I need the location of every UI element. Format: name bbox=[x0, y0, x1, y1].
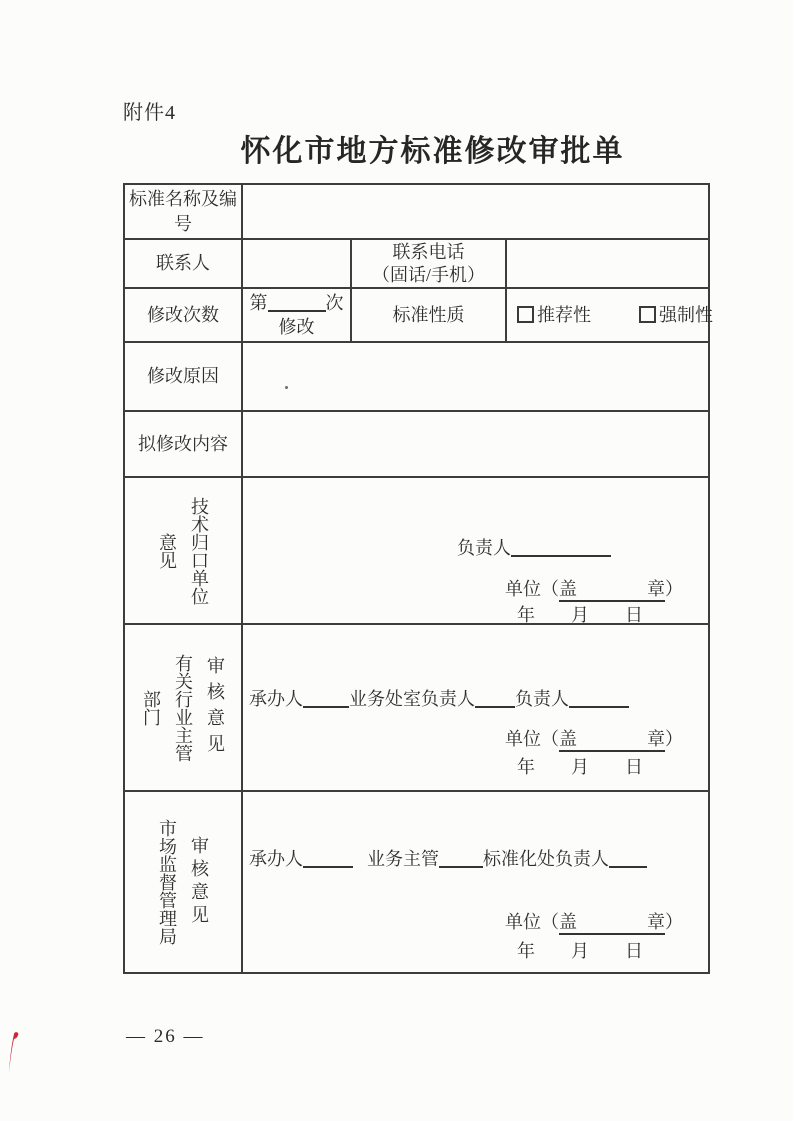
table-row bbox=[124, 411, 709, 477]
contact-person-value-cell bbox=[242, 239, 351, 288]
industry-dept-review-header bbox=[124, 624, 242, 791]
undertaker-label: 承办人 bbox=[249, 849, 303, 869]
approval-form-table bbox=[123, 183, 713, 974]
industry-signature-line bbox=[249, 687, 629, 711]
revision-reason-value-cell bbox=[242, 342, 709, 411]
times-blank bbox=[268, 308, 326, 312]
page-title: 怀化市地方标准修改审批单 bbox=[240, 135, 625, 168]
responsible-label: 负责人 bbox=[515, 689, 569, 709]
seal-right-char: 章 bbox=[647, 729, 665, 749]
contact-person-label: 联系人 bbox=[124, 239, 242, 288]
contact-phone-label-line2: （固话/手机） bbox=[371, 264, 485, 285]
responsible-blank bbox=[569, 704, 629, 708]
unit-prefix: 单位（ bbox=[505, 912, 559, 932]
proposed-content-value-cell bbox=[242, 411, 709, 477]
market-signature-line bbox=[249, 847, 647, 871]
standard-nature-options-cell bbox=[506, 288, 713, 342]
unit-seal-line bbox=[505, 577, 683, 602]
contact-phone-label-line1: 联系电话 bbox=[392, 242, 465, 262]
unit-suffix: ） bbox=[665, 912, 683, 932]
seal-left-char: 盖 bbox=[559, 729, 577, 749]
responsible-label: 负责人 bbox=[457, 538, 511, 558]
times-prefix: 第 bbox=[249, 292, 268, 313]
industry-dept-name-line1: 有关行业主管 bbox=[173, 653, 193, 762]
option-mandatory-label: 强制性 bbox=[659, 304, 713, 325]
unit-seal-line bbox=[505, 727, 683, 752]
industry-dept-name-line2: 部门 bbox=[141, 689, 161, 726]
undertaker-blank bbox=[303, 704, 349, 708]
seal-left-char: 盖 bbox=[559, 579, 577, 599]
standardization-head-label: 标准化处负责人 bbox=[483, 849, 609, 869]
table-row bbox=[124, 288, 709, 342]
standard-name-value-cell bbox=[242, 184, 709, 239]
proposed-content-label: 拟修改内容 bbox=[124, 411, 242, 477]
option-recommended bbox=[517, 303, 591, 327]
unit-prefix: 单位（ bbox=[505, 579, 559, 599]
market-review-opinion-word: 审核意见 bbox=[189, 836, 209, 928]
table-row bbox=[124, 791, 709, 973]
revision-times-label: 修改次数 bbox=[124, 288, 242, 342]
unit-suffix: ） bbox=[665, 579, 683, 599]
times-line2: 修改 bbox=[278, 317, 315, 337]
table-row bbox=[124, 239, 709, 288]
standard-nature-label: 标准性质 bbox=[351, 288, 506, 342]
market-bureau-review-header bbox=[124, 791, 242, 973]
office-head-blank bbox=[475, 704, 515, 708]
technical-unit-opinion-cell bbox=[242, 477, 709, 624]
undertaker-label: 承办人 bbox=[249, 689, 303, 709]
technical-unit-opinion-header bbox=[124, 477, 242, 624]
contact-phone-label bbox=[351, 239, 506, 288]
checkbox-mandatory-icon bbox=[639, 306, 656, 323]
date-line: 年 月 日 bbox=[517, 757, 643, 777]
table-row bbox=[124, 477, 709, 624]
industry-review-opinion-word: 审核意见 bbox=[205, 655, 225, 760]
undertaker-blank bbox=[303, 864, 353, 868]
seal-blank bbox=[559, 913, 665, 935]
option-mandatory bbox=[639, 303, 713, 327]
date-line: 年 月 日 bbox=[517, 941, 643, 961]
unit-seal-line bbox=[505, 910, 683, 935]
revision-times-value-cell bbox=[242, 288, 351, 342]
table-row bbox=[124, 342, 709, 411]
responsible-signature-line bbox=[457, 536, 611, 560]
industry-dept-review-cell bbox=[242, 624, 709, 791]
business-supervisor-label: 业务主管 bbox=[367, 849, 439, 869]
seal-right-char: 章 bbox=[647, 579, 665, 599]
technical-unit-opinion-word: 意见 bbox=[157, 532, 177, 569]
market-bureau-review-cell bbox=[242, 791, 709, 973]
seal-right-char: 章 bbox=[647, 912, 665, 932]
option-recommended-label: 推荐性 bbox=[537, 304, 591, 325]
contact-phone-value-cell bbox=[506, 239, 709, 288]
table-row bbox=[124, 184, 709, 239]
seal-left-char: 盖 bbox=[559, 912, 577, 932]
table-row bbox=[124, 624, 709, 791]
revision-reason-label: 修改原因 bbox=[124, 342, 242, 411]
page-number: — 26 — bbox=[126, 1026, 205, 1047]
office-head-label: 业务处室负责人 bbox=[349, 689, 475, 709]
times-suffix: 次 bbox=[325, 292, 344, 313]
attachment-label: 附件4 bbox=[123, 102, 176, 124]
market-bureau-name: 市场监督管理局 bbox=[157, 819, 177, 945]
checkbox-recommended-icon bbox=[517, 306, 534, 323]
date-line: 年 月 日 bbox=[517, 605, 643, 625]
seal-blank bbox=[559, 580, 665, 602]
red-pen-mark bbox=[3, 1029, 25, 1081]
technical-unit-name: 技术归口单位 bbox=[189, 496, 209, 605]
standard-name-label: 标准名称及编号 bbox=[124, 184, 242, 239]
standardization-head-blank bbox=[609, 864, 647, 868]
seal-blank bbox=[559, 730, 665, 752]
responsible-blank bbox=[511, 553, 611, 557]
business-supervisor-blank bbox=[439, 864, 483, 868]
ink-speck bbox=[285, 386, 288, 389]
unit-prefix: 单位（ bbox=[505, 729, 559, 749]
unit-suffix: ） bbox=[665, 729, 683, 749]
